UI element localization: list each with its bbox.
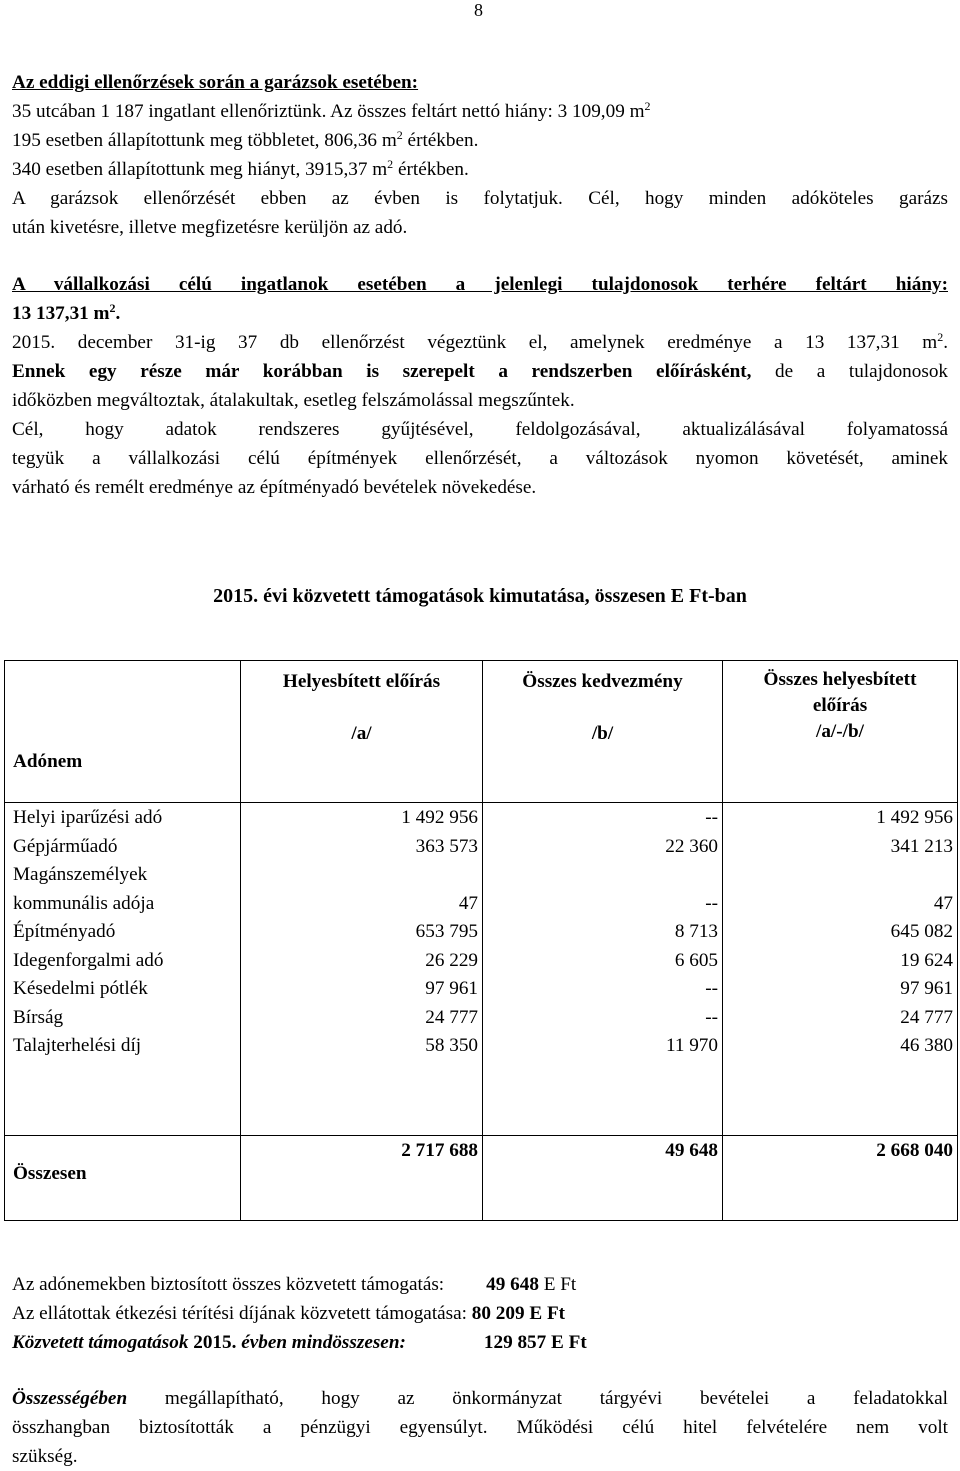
- table-header-row: [5, 661, 958, 803]
- cell-value: 97 961: [900, 978, 953, 999]
- cell-value: 19 624: [900, 949, 953, 971]
- tax-label: Gépjárműadó: [13, 835, 118, 857]
- business-heading-line-2: 13 137,31 $m^2$.: [12, 301, 121, 324]
- subsidy-table: [4, 660, 958, 1221]
- cell-value: 363 573: [415, 835, 478, 857]
- tax-label: Késedelmi pótlék: [13, 978, 148, 999]
- cell-value: 11 970: [665, 1035, 718, 1056]
- summary-line-1: Az adónemekben biztosított összes közvetett támogatás: 49 648 E Ft: [12, 1274, 577, 1295]
- cell-value: 645 082: [890, 921, 953, 942]
- cell-value: 24 777: [900, 1006, 953, 1028]
- cell-value: --: [705, 978, 718, 999]
- header-osszes-helyesbitett: Összes helyesbített előírás /a/-/b/: [723, 661, 958, 803]
- total-label: Összesen: [5, 1136, 241, 1221]
- business-line-6: várható és remélt eredménye az építményadó bevételek növekedése.: [12, 477, 537, 498]
- cell-value: 46 380: [900, 1035, 953, 1056]
- conclusion-paragraph: [12, 1384, 948, 1471]
- osszes-helyesbitett-column: [723, 803, 958, 1136]
- cell-value: [491, 860, 718, 889]
- cell-value: --: [705, 807, 718, 828]
- helyesbitett-column: [241, 803, 483, 1136]
- garage-line-5: után kivetésre, illetve megfizetésre kerüljön az adó.: [12, 217, 408, 238]
- tax-label: Idegenforgalmi adó: [13, 949, 164, 971]
- garage-line-4: A garázsok ellenőrzését ebben az évben is folytatjuk. Cél, hogy minden adóköteles garázs: [12, 188, 948, 209]
- cell-value: 26 229: [425, 949, 478, 971]
- total-helyesbitett: 2 717 688: [241, 1136, 483, 1221]
- cell-value: 47: [933, 892, 953, 914]
- summary-line-3: Közvetett támogatások 2015. évben mindösszesen: 129 857 E Ft: [12, 1332, 587, 1353]
- tax-label: Építményadó: [13, 921, 116, 942]
- conclusion-line-2: összhangban biztosították a pénzügyi egyensúlyt. Működési célú hitel felvételére nem volt: [12, 1417, 948, 1438]
- table-body-row: [5, 803, 958, 1136]
- header-kedvezmeny: Összes kedvezmény /b/: [483, 661, 723, 803]
- cell-value: 47: [458, 892, 478, 914]
- cell-value: 341 213: [890, 835, 953, 857]
- cell-value: 97 961: [425, 978, 478, 999]
- cell-value: 22 360: [665, 835, 718, 857]
- garage-heading: Az eddigi ellenőrzések során a garázsok esetében:: [12, 72, 419, 93]
- cell-value: 6 605: [674, 949, 718, 971]
- tax-label: Magánszemélyek: [13, 864, 148, 885]
- table-total-row: [5, 1136, 958, 1221]
- garage-line-3: 340 esetben állapítottunk meg hiányt, 3915,37 $m^2$ értékben.: [12, 157, 469, 180]
- cell-value: 24 777: [425, 1006, 478, 1028]
- cell-value: 1 492 956: [401, 807, 478, 828]
- tax-label: Talajterhelési díj: [13, 1035, 142, 1056]
- header-adonem: Adónem: [5, 661, 241, 803]
- garage-line-2: 195 esetben állapítottunk meg többletet, 806,36 $m^2$ értékben.: [12, 128, 479, 151]
- business-section: [12, 270, 948, 502]
- business-line-1: 2015. december 31-ig 37 db ellenőrzést végeztünk el, amelynek eredménye a 13 137,31 $m^2$.: [12, 330, 948, 353]
- summary-line-2: Az ellátottak étkezési térítési díjának közvetett támogatása: 80 209 E Ft: [12, 1303, 566, 1324]
- header-helyesbitett: Helyesbített előírás /a/: [241, 661, 483, 803]
- business-line-4: Cél, hogy adatok rendszeres gyűjtésével, feldolgozásával, aktualizálásával folyamatossá: [12, 419, 948, 440]
- garage-section: [12, 68, 948, 242]
- total-osszes: 2 668 040: [723, 1136, 958, 1221]
- cell-value: [249, 860, 478, 889]
- garage-line-1: 35 utcában 1 187 ingatlant ellenőriztünk. Az összes feltárt nettó hiány: 3 109,09 $m^2$: [12, 99, 651, 122]
- summary-block: [12, 1270, 587, 1357]
- cell-value: 8 713: [674, 921, 718, 942]
- tax-type-column: [5, 803, 241, 1136]
- kedvezmeny-column: [483, 803, 723, 1136]
- table-title: 2015. évi közvetett támogatások kimutatása, összesen E Ft-ban: [213, 585, 747, 607]
- cell-value: --: [705, 1006, 718, 1028]
- page-number: 8: [474, 0, 483, 20]
- cell-value: [731, 860, 953, 889]
- business-line-3: időközben megváltoztak, átalakultak, esetleg felszámolással megszűntek.: [12, 390, 575, 411]
- cell-value: 58 350: [425, 1035, 478, 1056]
- business-line-5: tegyük a vállalkozási célú építmények ellenőrzését, a változások nyomon követését, aminek: [12, 448, 948, 469]
- business-line-2: Ennek egy része már korábban is szerepelt a rendszerben előírásként, de a tulajdonosok: [12, 361, 949, 382]
- cell-value: 653 795: [415, 921, 478, 942]
- business-heading-line-1: A vállalkozási célú ingatlanok esetében a jelenlegi tulajdonosok terhére feltárt hiány:: [12, 274, 948, 295]
- cell-value: --: [705, 892, 718, 914]
- conclusion-line-1: Összességében megállapítható, hogy az önkormányzat tárgyévi bevételei a feladatokkal: [12, 1388, 948, 1409]
- total-kedvezmeny: 49 648: [483, 1136, 723, 1221]
- cell-value: 1 492 956: [876, 807, 953, 828]
- tax-label: kommunális adója: [13, 892, 155, 914]
- tax-label: Helyi iparűzési adó: [13, 807, 163, 828]
- tax-label: Bírság: [13, 1006, 64, 1028]
- conclusion-line-3: szükség.: [12, 1446, 78, 1467]
